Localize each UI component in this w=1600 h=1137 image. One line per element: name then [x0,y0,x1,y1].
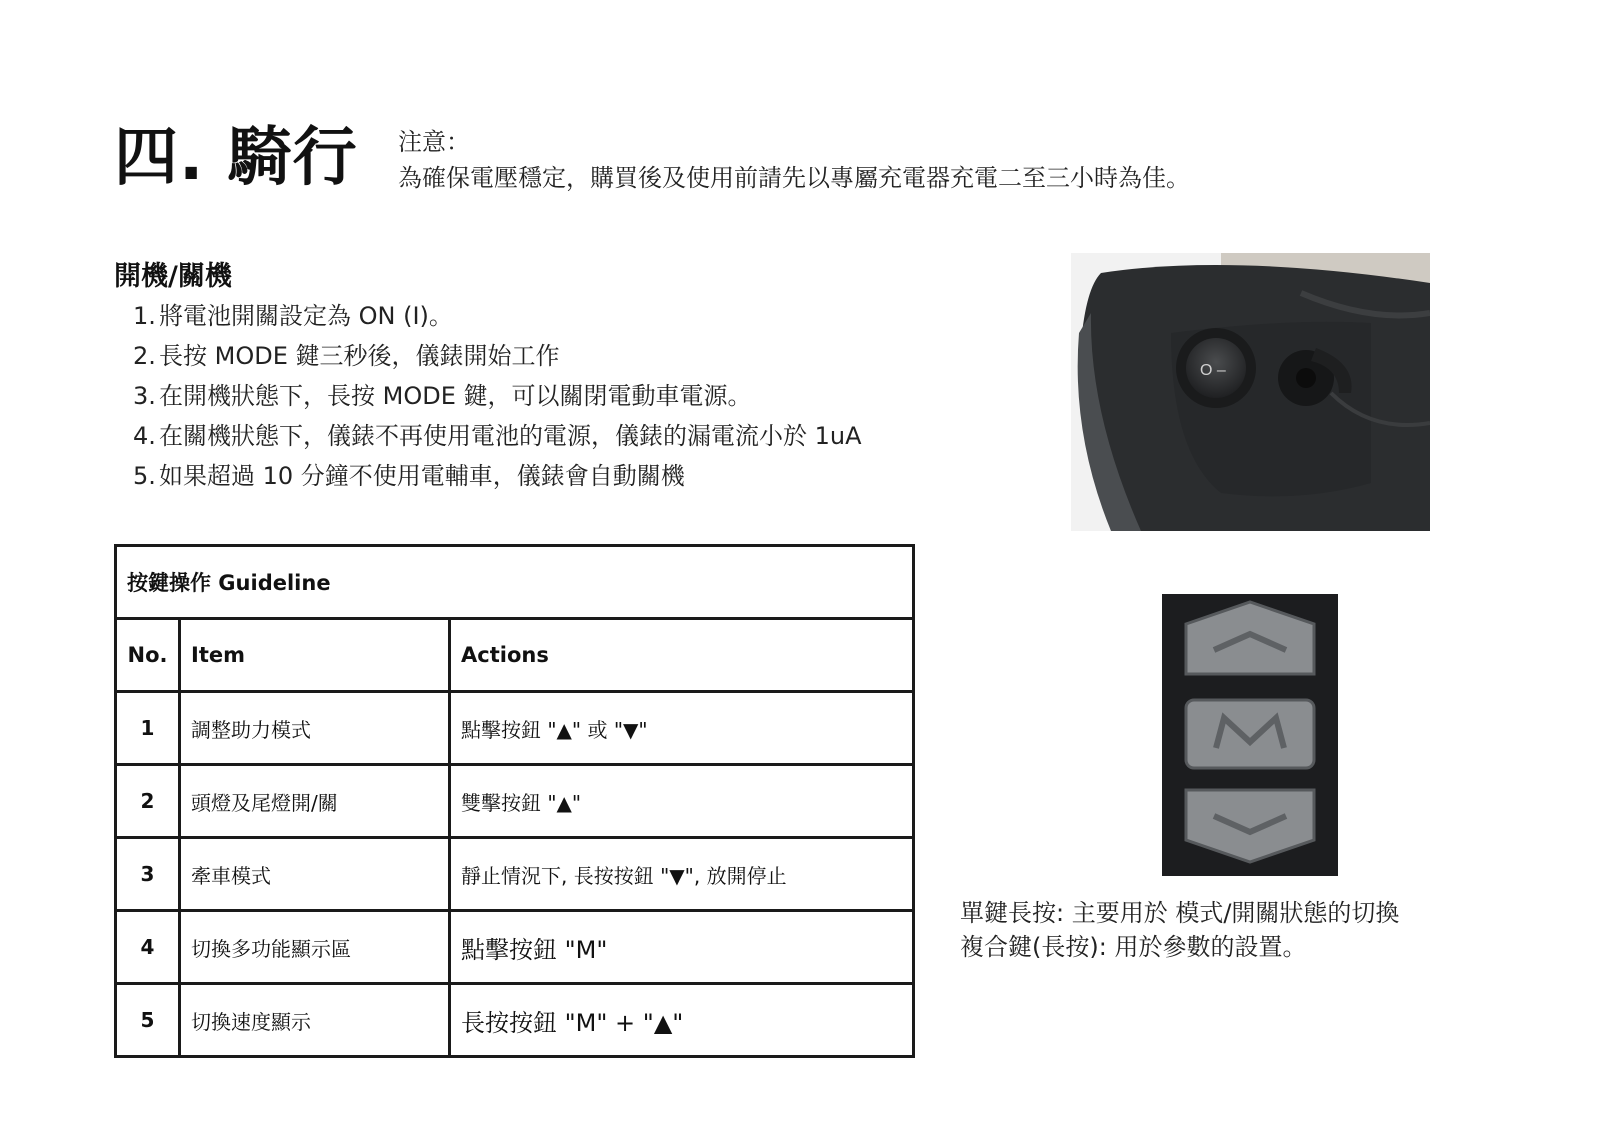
step-number: 4. [133,422,156,450]
table-row [116,692,914,765]
table-title: 按鍵操作 Guideline [116,546,914,619]
row-item: 切換多功能顯示區 [180,911,450,984]
table-title-row [116,546,914,619]
row-no: 4 [116,911,180,984]
note-text: 為確保電壓穩定，購買後及使用前請先以專屬充電器充電二至三小時為佳。 [398,164,1190,192]
caption-line-1: 單鍵長按: 主要用於 模式/開關狀態的切換 [960,899,1400,927]
power-section-title: 開機/關機 [114,261,232,292]
note-label: 注意： [398,128,470,156]
row-action: 點擊按鈕 "M" [450,911,914,984]
row-item: 調整助力模式 [180,692,450,765]
charging-note [398,124,1190,196]
table-row [116,838,914,911]
caption-line-2: 複合鍵(長按): 用於參數的設置。 [960,933,1307,961]
power-steps-list [133,296,862,496]
battery-switch-illustration [1071,253,1430,531]
keypad-illustration [1162,594,1338,876]
page-heading: 四. 騎行 [114,121,358,195]
button-guide-table [114,544,915,1058]
keypad-caption [960,896,1399,964]
list-item [133,296,862,336]
control-buttons-photo [1162,594,1338,876]
step-number: 5. [133,462,156,490]
row-item: 牽車模式 [180,838,450,911]
step-text: 如果超過 10 分鐘不使用電輔車，儀錶會自動關機 [159,462,685,490]
step-text: 將電池開關設定為 ON (I)。 [159,302,453,330]
header-no: No. [116,619,180,692]
table-header-row [116,619,914,692]
row-action: 點擊按鈕 "▲" 或 "▼" [450,692,914,765]
row-action: 靜止情況下, 長按按鈕 "▼", 放開停止 [450,838,914,911]
step-number: 1. [133,302,156,330]
header-actions: Actions [450,619,914,692]
list-item [133,336,862,376]
row-no: 5 [116,984,180,1057]
step-number: 3. [133,382,156,410]
table-row [116,911,914,984]
row-no: 2 [116,765,180,838]
step-text: 在開機狀態下，長按 MODE 鍵，可以關閉電動車電源。 [159,382,752,410]
list-item [133,416,862,456]
row-item: 頭燈及尾燈開/關 [180,765,450,838]
list-item [133,456,862,496]
table-row [116,765,914,838]
row-no: 3 [116,838,180,911]
row-item: 切換速度顯示 [180,984,450,1057]
row-action: 長按按鈕 "M" + "▲" [450,984,914,1057]
step-text: 在關機狀態下，儀錶不再使用電池的電源，儀錶的漏電流小於 1uA [159,422,862,450]
battery-switch-photo [1071,253,1430,531]
table-row [116,984,914,1057]
header-item: Item [180,619,450,692]
mode-button [1186,700,1314,768]
step-text: 長按 MODE 鍵三秒後，儀錶開始工作 [159,342,560,370]
switch-label: O – [1200,362,1226,379]
row-action: 雙擊按鈕 "▲" [450,765,914,838]
list-item [133,376,862,416]
row-no: 1 [116,692,180,765]
step-number: 2. [133,342,156,370]
